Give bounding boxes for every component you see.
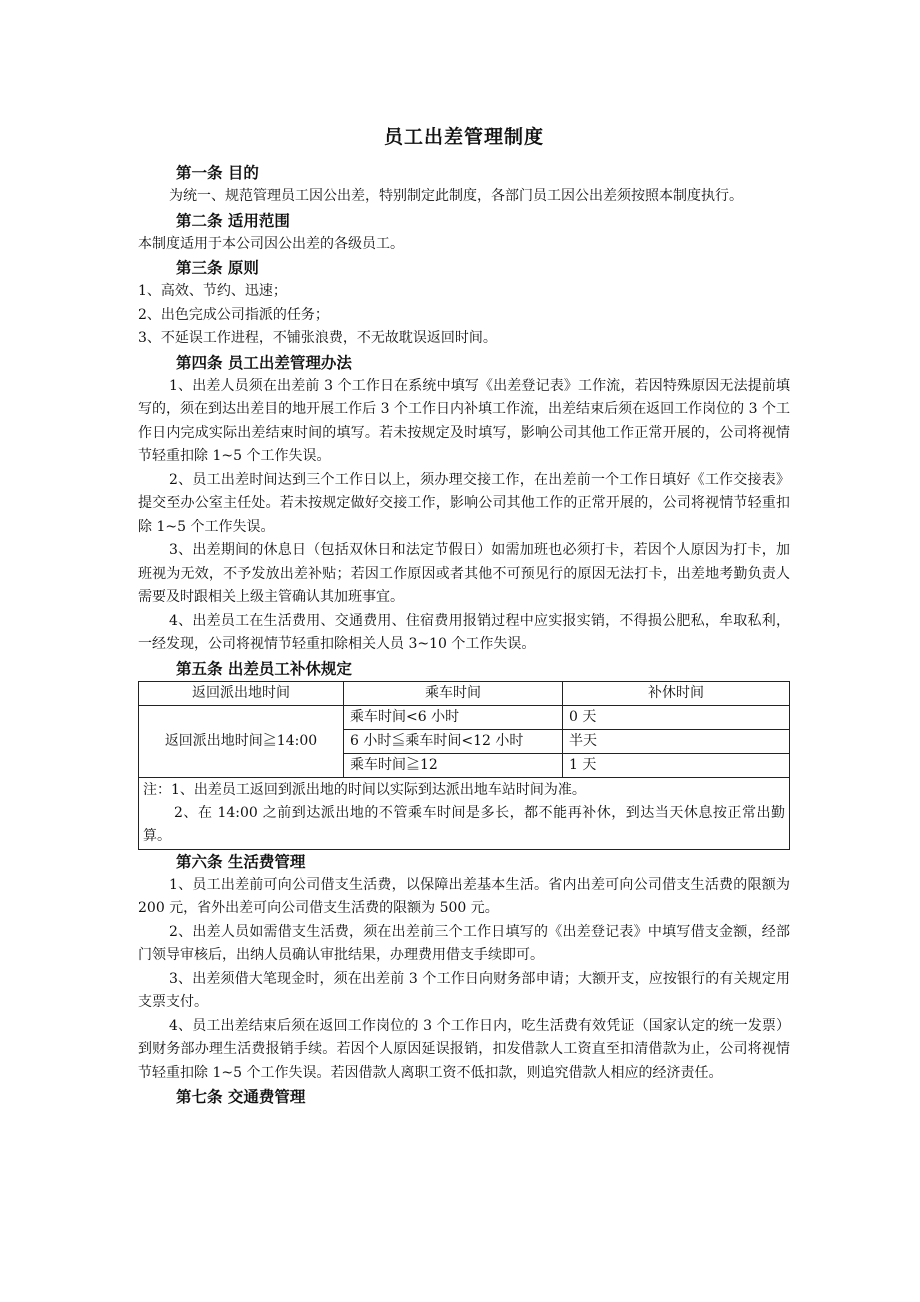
section-6-para: 4、员工出差结束后须在返回工作岗位的 3 个工作日内，吃生活费有效凭证（国家认定的统一发票）到财务部办理生活费报销手续。若因个人原因延误报销，扣发借款人工资直至扣清借款为止，公司将视情节轻重扣除 1~5 个工作失误。若因借款人离职工资不低扣款，则追究借款人相应的经济责任。 (138, 1017, 790, 1081)
section-6-para: 2、出差人员如需借支生活费，须在出差前三个工作日填写的《出差登记表》中填写借支金额，经部门领导审核后，出纳人员确认审批结果，办理费用借支手续即可。 (138, 923, 790, 963)
section-heading-2: 第二条 适用范围 (176, 211, 290, 230)
list-item: 2、出色完成公司指派的任务； (138, 306, 329, 323)
table-note-1: 注：1、出差员工返回到派出地的时间以实际到达派出地车站时间为准。 (143, 781, 586, 798)
table-note-cell (139, 777, 790, 849)
section-6-para: 3、出差须借大笔现金时，须在出差前 3 个工作日向财务部申请；大额开支，应按银行的有关规定用支票支付。 (138, 970, 790, 1010)
section-heading-3: 第三条 原则 (176, 259, 259, 277)
section-4-para: 2、员工出差时间达到三个工作日以上，须办理交接工作，在出差前一个工作日填好《工作交接表》提交至办公室主任处。若未按规定做好交接工作，影响公司其他工作的正常开展的，公司将视情节轻重扣除 1~5 个工作失误。 (138, 471, 790, 535)
table-note-2: 2、在 14:00 之前到达派出地的不管乘车时间是多长，都不能再补休，到达当天休息按正常出勤算。 (143, 804, 785, 844)
section-heading-5: 第五条 出差员工补休规定 (176, 659, 352, 678)
table-cell: 乘车时间≧12 (344, 753, 563, 777)
section-4-para: 4、出差员工在生活费用、交通费用、住宿费用报销过程中应实报实销，不得损公肥私，牟取私利，一经发现，公司将视情节轻重扣除相关人员 3~10 个工作失误。 (138, 612, 790, 652)
section-heading-6: 第六条 生活费管理 (176, 852, 306, 871)
table-header-cell: 补休时间 (563, 681, 790, 705)
table-header-cell: 乘车时间 (344, 681, 563, 705)
compensatory-leave-table (138, 681, 790, 850)
list-item: 1、高效、节约、迅速； (138, 283, 287, 299)
table-header-row (139, 681, 790, 705)
section-4-para: 1、出差人员须在出差前 3 个工作日在系统中填写《出差登记表》工作流，若因特殊原因无法提前填写的，须在到达出差目的地开展工作后 3 个工作日内补填工作流，出差结束后须在返回工作岗位的 3 个工作日内完成实际出差结束时间的填写。若未按规定及时填写，影响公司其他工作正常开展的，公司将视情节轻重扣除 1~5 个工作失误。 (138, 377, 790, 464)
table-header-cell: 返回派出地时间 (139, 681, 344, 705)
document-page (138, 118, 790, 1109)
table-cell: 乘车时间<6 小时 (344, 705, 563, 729)
section-heading-1: 第一条 目的 (176, 164, 259, 182)
table-note-row (139, 777, 790, 849)
table-cell: 0 天 (563, 705, 790, 729)
page-title: 员工出差管理制度 (383, 126, 544, 148)
table-group-cell: 返回派出地时间≧14:00 (139, 705, 344, 777)
section-6-para: 1、员工出差前可向公司借支生活费，以保障出差基本生活。省内出差可向公司借支生活费的限额为 200 元，省外出差可向公司借支生活费的限额为 500 元。 (138, 876, 790, 916)
section-4-para: 3、出差期间的休息日（包括双休日和法定节假日）如需加班也必须打卡，若因个人原因为打卡，加班视为无效，不予发放出差补贴；若因工作原因或者其他不可预见行的原因无法打卡，出差地考勤负责人需要及时跟相关上级主管确认其加班事宜。 (138, 542, 790, 605)
section-1-body: 为统一、规范管理员工因公出差，特别制定此制度，各部门员工因公出差须按照本制度执行。 (169, 188, 743, 204)
table-row (139, 705, 790, 729)
list-item: 3、不延误工作进程，不铺张浪费，不无故耽误返回时间。 (138, 330, 497, 346)
section-2-body: 本制度适用于本公司因公出差的各级员工。 (138, 235, 404, 252)
section-heading-4: 第四条 员工出差管理办法 (176, 353, 352, 372)
table-cell: 半天 (563, 729, 790, 753)
principles-list (138, 280, 790, 351)
section-heading-7: 第七条 交通费管理 (176, 1088, 306, 1106)
table-cell: 6 小时≦乘车时间<12 小时 (344, 729, 563, 753)
table-cell: 1 天 (563, 753, 790, 777)
